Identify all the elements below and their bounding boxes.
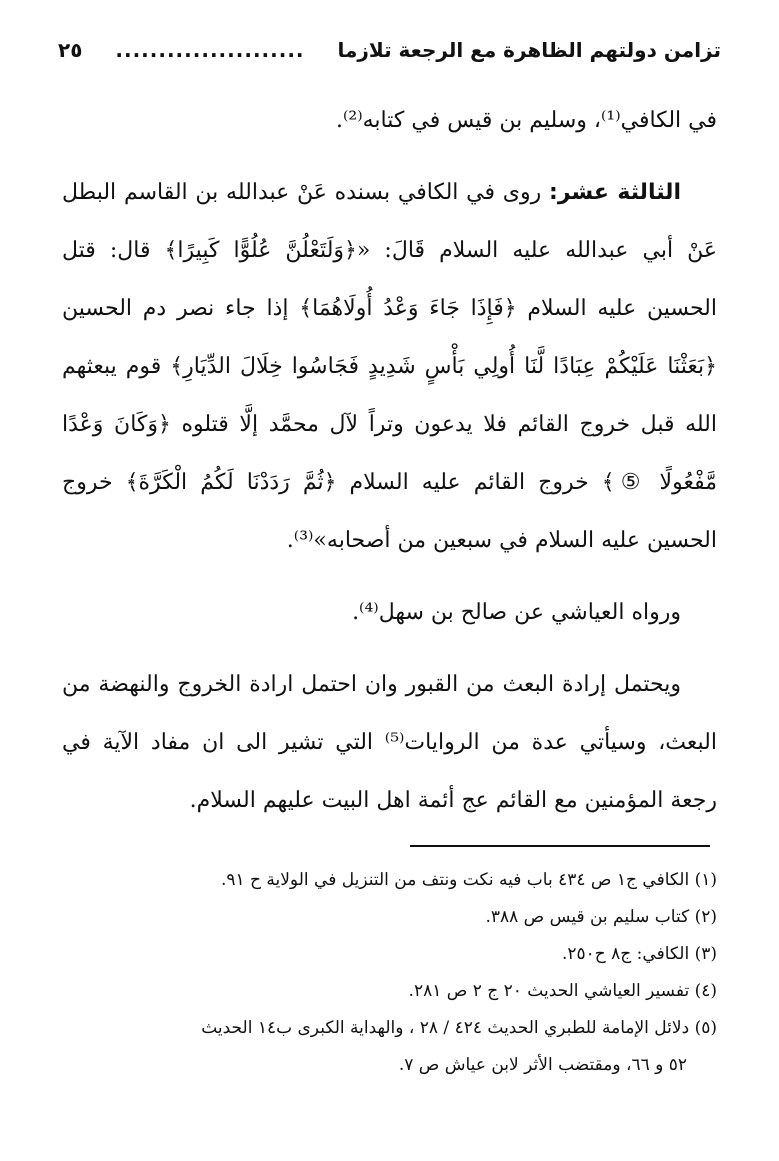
paragraph-4-line-2: والنهضة من البعث، وسيأتي عدة من الروايات⁽⁵⁾ التي تشير الى ان: [62, 672, 717, 755]
paragraph-2-line-6: وَعْدًا مَّفْعُولًا ⑤﴾ خروج القائم عليه السلام ﴿ثُمَّ رَدَدْنَا لَكُمُ الْكَرَّةَ﴾: [62, 412, 717, 495]
paragraph-2-lead: الثالثة عشر:: [549, 180, 681, 205]
paragraph-2-line-1: روى في الكافي بسنده عَنْ عبدالله بن القاسم: [123, 180, 542, 205]
header-dots: ......................: [115, 38, 305, 62]
paragraph-3-text: ورواه العياشي عن صالح بن سهل⁽⁴⁾.: [352, 600, 681, 625]
paragraph-2-line-4: عَلَيْكُمْ عِبَادًا لَّنَا أُولِي بَأْسٍ شَدِيدٍ فَجَاسُوا خِلَالَ الدِّيَارِ﴾ قوم يبعثهم: [62, 354, 659, 379]
paragraph-4-line-1: ويحتمل إرادة البعث من القبور وان احتمل ارادة الخروج: [177, 672, 681, 697]
footnote-separator: [410, 845, 710, 847]
footnote-1: (١) الكافي ج١ ص ٤٣٤ باب فيه نكت ونتف من التنزيل في الولاية ح ٩١.: [220, 870, 717, 890]
footnotes: [62, 862, 717, 1084]
header-title: تزامن دولتهم الظاهرة مع الرجعة تلازما: [337, 38, 721, 62]
paragraph-2-line-3: الحسين عليه السلام ﴿فَإِذَا جَاءَ وَعْدُ أُولَاهُمَا﴾ إذا جاء نصر دم الحسين ﴿بَعَثْنَا: [62, 296, 717, 379]
paragraph-3: [62, 584, 717, 642]
paragraph-2-line-5: الله قبل خروج القائم فلا يدعون وتراً لآل محمَّد إلَّا قتلوه ﴿وَكَانَ: [114, 412, 717, 437]
footnote-4: (٤) تفسير العياشي الحديث ٢٠ ج ٢ ص ٢٨١.: [408, 981, 717, 1001]
paragraph-2-line-2: البطل عَنْ أبي عبدالله عليه السلام قَالَ: «﴿وَلَتَعْلُنَّ عُلُوًّا كَبِيرًا﴾ قال: قتل: [62, 180, 717, 263]
paragraph-1: في الكافي⁽¹⁾، وسليم بن قيس في كتابه⁽²⁾.: [336, 108, 717, 133]
paragraph-2-line-7: خروج الحسين عليه السلام في سبعين من أصحابه»⁽³⁾.: [62, 470, 717, 553]
paragraph-2: [62, 164, 717, 570]
page-number: ٢٥: [58, 38, 83, 62]
footnote-5-continued: ٥٢ و ٦٦، ومقتضب الأثر لابن عياش ص ٧.: [398, 1055, 687, 1075]
running-header: [58, 38, 721, 62]
main-text: [62, 92, 717, 830]
paragraph-4-line-3: مفاد الآية في رجعة المؤمنين مع القائم عج أئمة اهل البيت عليهم السلام.: [62, 730, 717, 813]
footnote-3: (٣) الكافي: ج٨ ح٢٥٠.: [561, 944, 717, 964]
footnote-2: (٢) كتاب سليم بن قيس ص ٣٨٨.: [485, 907, 717, 927]
paragraph-4: [62, 656, 717, 830]
footnote-5: (٥) دلائل الإمامة للطبري الحديث ٤٢٤ / ٢٨ ، والهداية الكبرى ب١٤ الحديث: [201, 1018, 717, 1038]
